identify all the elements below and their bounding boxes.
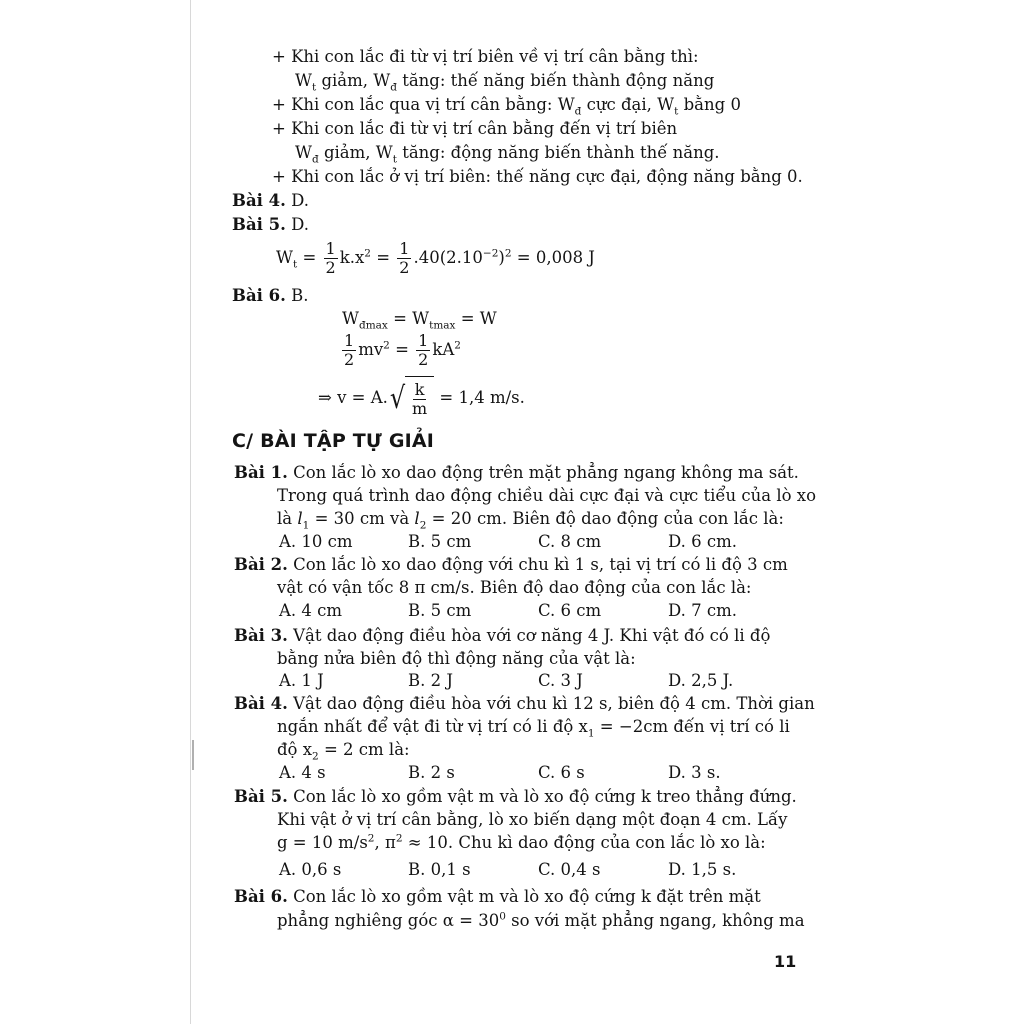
text: = W [455,309,497,328]
subscript: tmax [429,319,456,332]
text: giảm, W [316,71,391,90]
superscript: 2 [454,339,461,352]
problem-5-option-b: B. 0,1 s [408,860,471,879]
formula-kinetic-potential [340,330,461,370]
problem-4-line-1 [234,693,815,715]
problem-3-option-c: C. 3 J [538,671,583,690]
answer: B. [285,286,309,305]
answer-bai-4 [232,190,309,212]
denominator: 2 [325,258,336,277]
bullet-3 [272,118,677,140]
problem-2-line-2: vật có vận tốc 8 π cm/s. Biên độ dao động của con lắc là: [277,578,752,597]
problem-1-line-1 [234,462,799,484]
text: ) [498,248,505,267]
denominator: m [412,399,428,418]
problem-4-option-a: A. 4 s [279,763,326,782]
superscript: 2 [367,832,375,845]
text: W [276,248,293,267]
label: Bài 4. [232,191,286,210]
text: tăng: động năng biến thành thế năng. [396,143,720,162]
problem-6-line-1 [234,886,761,908]
denominator: 2 [418,350,429,369]
numerator: 1 [418,331,429,350]
label: Bài 3. [234,626,288,645]
numerator: k [414,380,425,399]
label: Bài 6. [234,887,288,906]
problem-2-option-c: C. 6 cm [538,601,602,620]
problem-4-option-d: D. 3 s. [668,763,721,782]
problem-5-line-3 [277,832,766,854]
problem-5-line-2: Khi vật ở vị trí cân bằng, lò xo biến dạng một đoạn 4 cm. Lấy [277,810,788,829]
text: W [295,71,312,90]
bullet-2-text: + Khi con lắc qua vị trí cân bằng: W [272,95,575,114]
numerator: 1 [399,239,410,258]
problem-1-option-a: A. 10 cm [279,532,353,551]
text: cực đại, W [581,95,675,114]
superscript: 2 [504,247,512,260]
problem-5-option-d: D. 1,5 s. [668,860,737,879]
formula-potential-energy [276,238,595,278]
text: phẳng nghiêng góc α = 30 [277,911,500,930]
problem-3-option-b: B. 2 J [408,671,453,690]
label: Bài 5. [232,215,286,234]
problem-3-option-a: A. 1 J [279,671,324,690]
problem-4-line-3 [277,739,410,761]
text: = [297,248,322,267]
problem-1-option-b: B. 5 cm [408,532,472,551]
superscript: −2 [482,247,499,260]
variable: l [414,509,420,528]
text: W [295,143,312,162]
label: Bài 6. [232,286,286,305]
denominator: 2 [344,350,355,369]
text: ⇒ v = A. [318,388,388,407]
label: Bài 5. [234,787,288,806]
answer-bai-6 [232,285,309,307]
problem-6-line-2 [277,910,805,932]
text: là [277,509,298,528]
fraction-half [324,241,338,276]
page-fold-mark [192,740,194,770]
numerator: 1 [325,239,336,258]
fraction-k-over-m [410,382,429,417]
label: Bài 4. [234,694,288,713]
problem-2-option-a: A. 4 cm [279,601,343,620]
text: = 2 cm là: [318,740,410,759]
text: Vật dao động điều hòa với chu kì 12 s, biên độ 4 cm. Thời gian [287,694,815,713]
superscript: 2 [395,832,403,845]
problem-5-option-a: A. 0,6 s [279,860,342,879]
text: giảm, W [318,143,393,162]
formula-energy-equality [342,308,497,330]
section-heading: C/ BÀI TẬP TỰ GIẢI [232,430,435,452]
text: Con lắc lò xo gồm vật m và lò xo độ cứng k treo thẳng đứng. [287,787,797,806]
superscript: 0 [499,910,506,923]
text: = −2cm đến vị trí có li [594,717,790,736]
problem-4-option-b: B. 2 s [408,763,455,782]
subscript: 1 [302,519,310,532]
label: Bài 2. [234,555,288,574]
problem-2-line-1 [234,554,788,576]
text: Con lắc lò xo dao động với chu kì 1 s, tại vị trí có li độ 3 cm [287,555,788,574]
subscript: 1 [587,727,595,740]
bullet-1-text: + Khi con lắc đi từ vị trí biên về vị trí cân bằng thì: [272,47,699,66]
problem-1-line-3 [277,508,784,530]
denominator: 2 [399,258,410,277]
superscript: 2 [383,339,390,352]
variable: l [297,509,303,528]
subscript: đ [574,105,582,118]
subscript: đmax [358,319,388,332]
page-number: 11 [774,952,797,971]
fraction-half [397,241,411,276]
answer: D. [285,215,310,234]
text: = 1,4 m/s. [434,388,525,407]
fraction-half [342,333,356,368]
text: = W [387,309,430,328]
problem-4-line-2 [277,716,790,738]
bullet-3-cont [295,142,720,164]
bullet-4 [272,166,803,188]
fraction-half [416,333,430,368]
problem-3-line-2: bằng nửa biên độ thì động năng của vật là: [277,649,636,668]
bullet-1 [272,46,699,68]
subscript: t [674,105,679,118]
text: kA [432,340,455,359]
text: = [389,340,415,359]
text: ≈ 10. Chu kì dao động của con lắc lò xo là: [402,833,766,852]
text: W [342,309,359,328]
bullet-2 [272,94,741,116]
text: = [370,248,396,267]
bullet-4-text: + Khi con lắc ở vị trí biên: thế năng cực đại, động năng bằng 0. [272,167,803,186]
label: Bài 1. [234,463,288,482]
subscript: t [292,258,298,271]
subscript: 2 [419,519,427,532]
text: , π [374,833,396,852]
text: ngắn nhất để vật đi từ vị trí có li độ x [277,717,588,736]
radical-sign: √ [389,380,406,416]
answer: D. [285,191,310,210]
problem-3-line-1 [234,625,770,647]
problem-5-option-c: C. 0,4 s [538,860,601,879]
problem-3-option-d: D. 2,5 J. [668,671,734,690]
text: = 0,008 J [511,248,595,267]
problem-1-option-c: C. 8 cm [538,532,602,551]
text: so với mặt phẳng ngang, không ma [505,911,805,930]
problem-2-option-d: D. 7 cm. [668,601,738,620]
subscript: đ [311,153,319,166]
problem-1-option-d: D. 6 cm. [668,532,738,551]
answer-bai-5 [232,214,309,236]
problem-4-option-c: C. 6 s [538,763,585,782]
text: Con lắc lò xo gồm vật m và lò xo độ cứng k đặt trên mặt [287,887,761,906]
text: mv [358,340,384,359]
bullet-1-cont [295,70,714,92]
formula-velocity [318,376,525,421]
text: = 20 cm. Biên độ dao động của con lắc là: [426,509,784,528]
problem-1-line-2: Trong quá trình dao động chiều dài cực đại và cực tiểu của lò xo [277,486,817,505]
text: bằng 0 [678,95,741,114]
superscript: 2 [364,247,371,260]
text: Con lắc lò xo dao động trên mặt phẳng ngang không ma sát. [287,463,799,482]
problem-2-option-b: B. 5 cm [408,601,472,620]
page-fold-line [190,0,191,1024]
problem-5-line-1 [234,786,797,808]
text: .40(2.10 [413,248,483,267]
text: k.x [339,248,365,267]
subscript: t [392,153,397,166]
subscript: 2 [312,750,319,763]
bullet-3-text: + Khi con lắc đi từ vị trí cân bằng đến vị trí biên [272,119,678,138]
text: = 30 cm và [309,509,415,528]
text: g = 10 m/s [277,833,368,852]
text: độ x [277,740,313,759]
radicand [405,376,434,421]
subscript: đ [390,81,397,94]
subscript: t [311,81,317,94]
numerator: 1 [344,331,355,350]
square-root [388,376,434,421]
text: Vật dao động điều hòa với cơ năng 4 J. Khi vật đó có li độ [287,626,771,645]
text: tăng: thế năng biến thành động năng [396,71,715,90]
